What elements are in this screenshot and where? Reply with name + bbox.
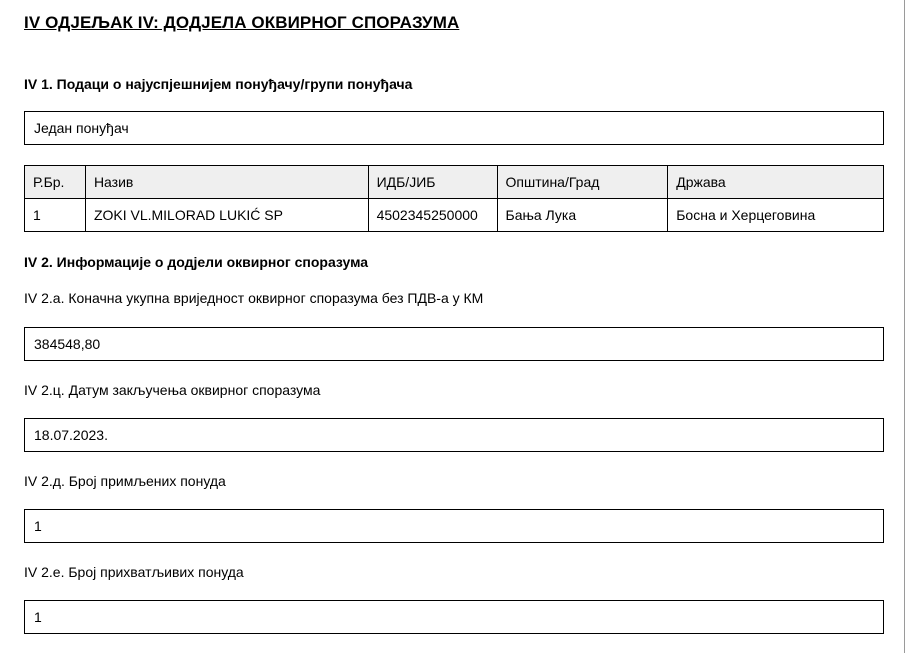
received-label: IV 2.д. Број примљених понуда	[24, 473, 226, 489]
cell-number: 1	[25, 199, 86, 232]
cell-municipality: Бања Лука	[497, 199, 668, 232]
iv2-heading: IV 2. Информације о додјели оквирног споразума	[24, 254, 369, 270]
col-header-country: Држава	[668, 166, 884, 199]
col-header-id: ИДБ/ЈИБ	[368, 166, 497, 199]
cell-id: 4502345250000	[368, 199, 497, 232]
col-header-number: Р.Бр.	[25, 166, 86, 199]
value-label: IV 2.а. Коначна укупна вриједност оквирног споразума без ПДВ-а у КМ	[24, 290, 484, 306]
section-title: IV ОДЈЕЉАК IV: ДОДЈЕЛА ОКВИРНОГ СПОРАЗУМА	[24, 13, 460, 32]
acceptable-label: IV 2.е. Број прихватљивих понуда	[24, 564, 244, 580]
cell-name: ZOKI VL.MILORAD LUKIĆ SP	[85, 199, 368, 232]
cell-country: Босна и Херцеговина	[668, 199, 884, 232]
date-label: IV 2.ц. Датум закључења оквирног споразума	[24, 382, 321, 398]
acceptable-field: 1	[24, 600, 884, 634]
date-field: 18.07.2023.	[24, 418, 884, 452]
bidder-type-field: Један понуђач	[24, 111, 884, 145]
col-header-name: Назив	[85, 166, 368, 199]
col-header-municipality: Општина/Град	[497, 166, 668, 199]
bidders-table	[24, 165, 884, 232]
value-field: 384548,80	[24, 327, 884, 361]
table-row	[25, 199, 884, 232]
table-header-row	[25, 166, 884, 199]
iv1-heading: IV 1. Подаци о најуспјешнијем понуђачу/групи понуђача	[24, 76, 413, 92]
received-field: 1	[24, 509, 884, 543]
